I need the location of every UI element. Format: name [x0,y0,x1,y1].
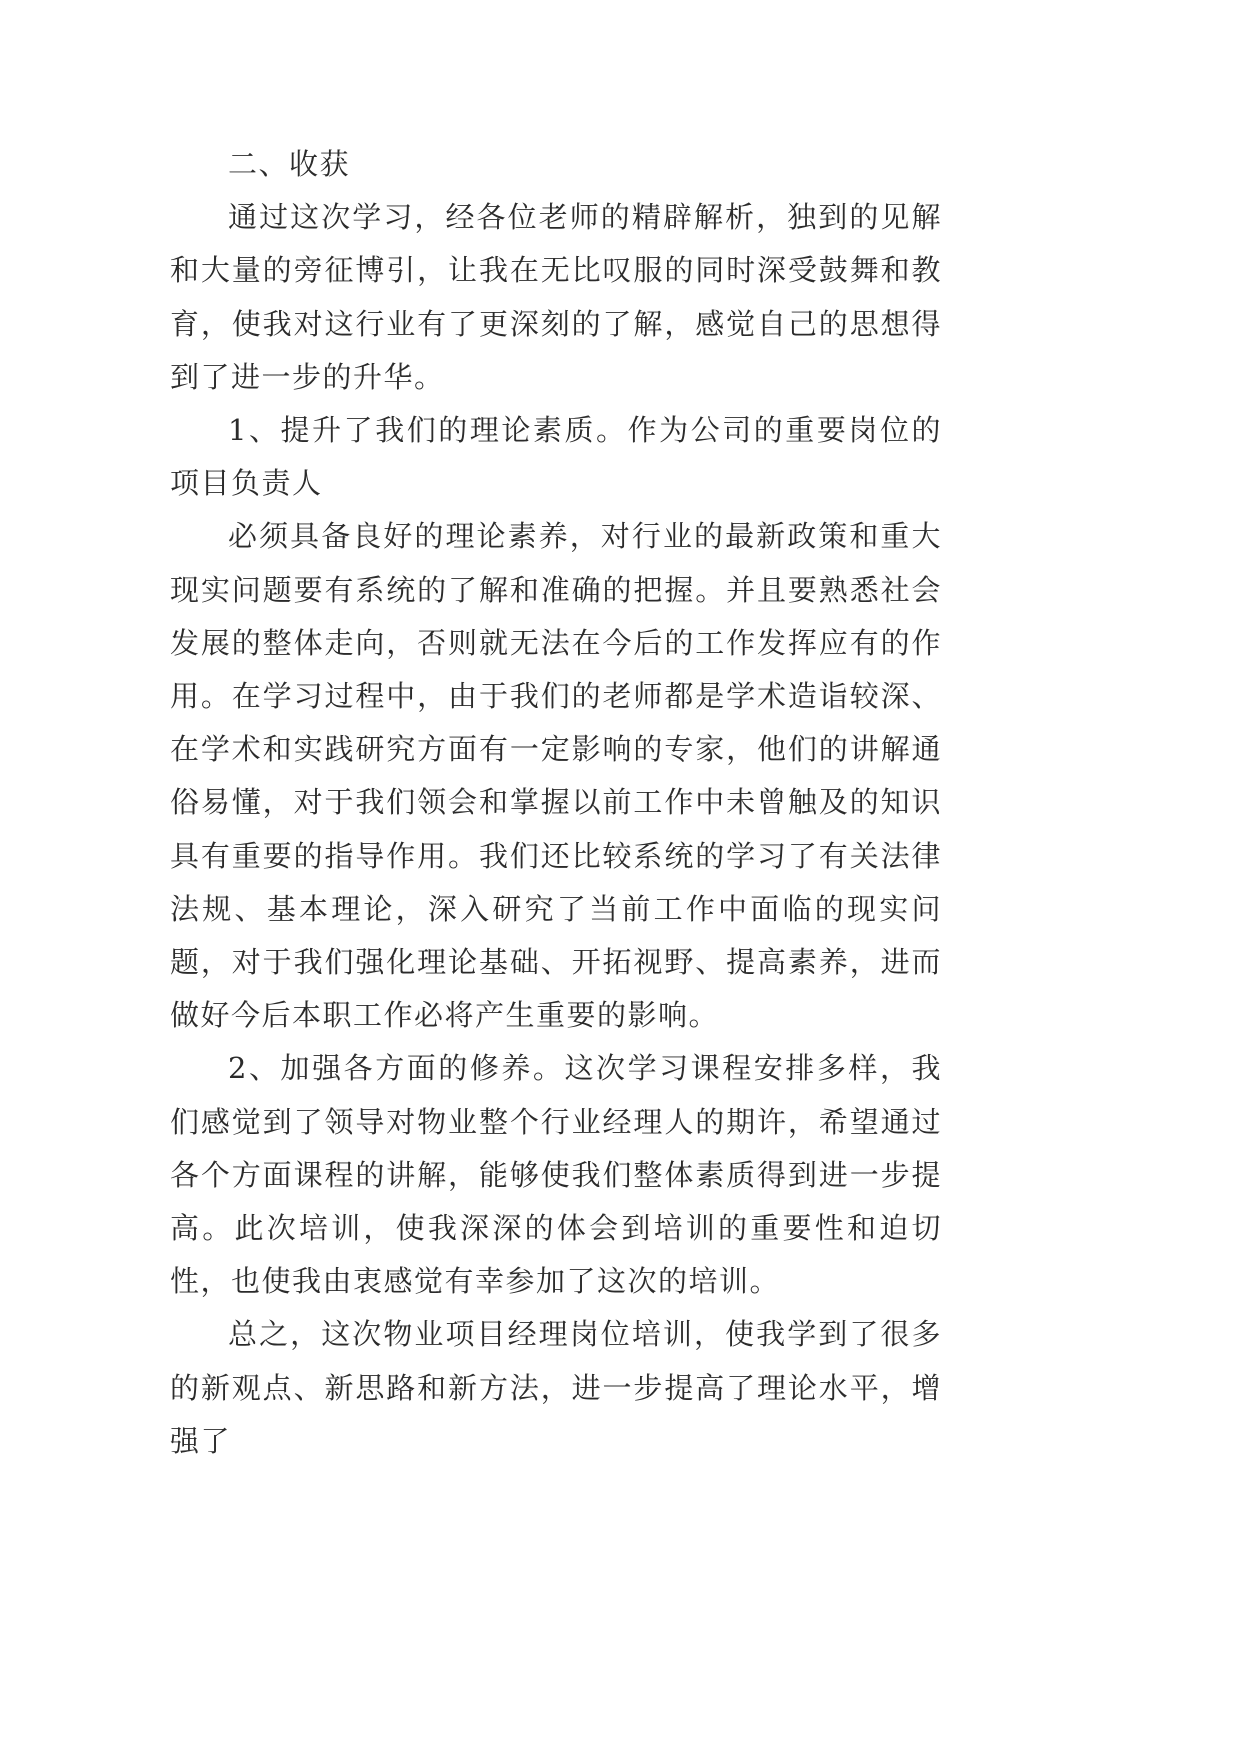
paragraph-intro: 通过这次学习，经各位老师的精辟解析，独到的见解和大量的旁征博引，让我在无比叹服的同时深受鼓舞和教育，使我对这行业有了更深刻的了解，感觉自己的思想得到了进一步的升华。 [170,200,942,394]
paragraph-point-1-heading: 1、提升了我们的理论素质。作为公司的重要岗位的项目负责人 [170,413,942,501]
paragraph-summary: 总之，这次物业项目经理岗位培训，使我学到了很多的新观点、新思路和新方法，进一步提高了理论水平，增强了 [170,1317,942,1458]
paragraph-point-2: 2、加强各方面的修养。这次学习课程安排多样，我们感觉到了领导对物业整个行业经理人的期许，希望通过各个方面课程的讲解，能够使我们整体素质得到进一步提高。此次培训，使我深深的体会到培训的重要性和迫切性，也使我由衷感觉有幸参加了这次的培训。 [170,1051,942,1299]
section-heading: 二、收获 [228,147,351,181]
paragraph-point-1-body: 必须具备良好的理论素养，对行业的最新政策和重大现实问题要有系统的了解和准确的把握。并且要熟悉社会发展的整体走向，否则就无法在今后的工作发挥应有的作用。在学习过程中，由于我们的老师都是学术造诣较深、在学术和实践研究方面有一定影响的专家，他们的讲解通俗易懂，对于我们领会和掌握以前工作中未曾触及的知识具有重要的指导作用。我们还比较系统的学习了有关法律法规、基本理论，深入研究了当前工作中面临的现实问题，对于我们强化理论基础、开拓视野、提高素养，进而做好今后本职工作必将产生重要的影响。 [170,519,942,1033]
document-body [170,138,942,1468]
